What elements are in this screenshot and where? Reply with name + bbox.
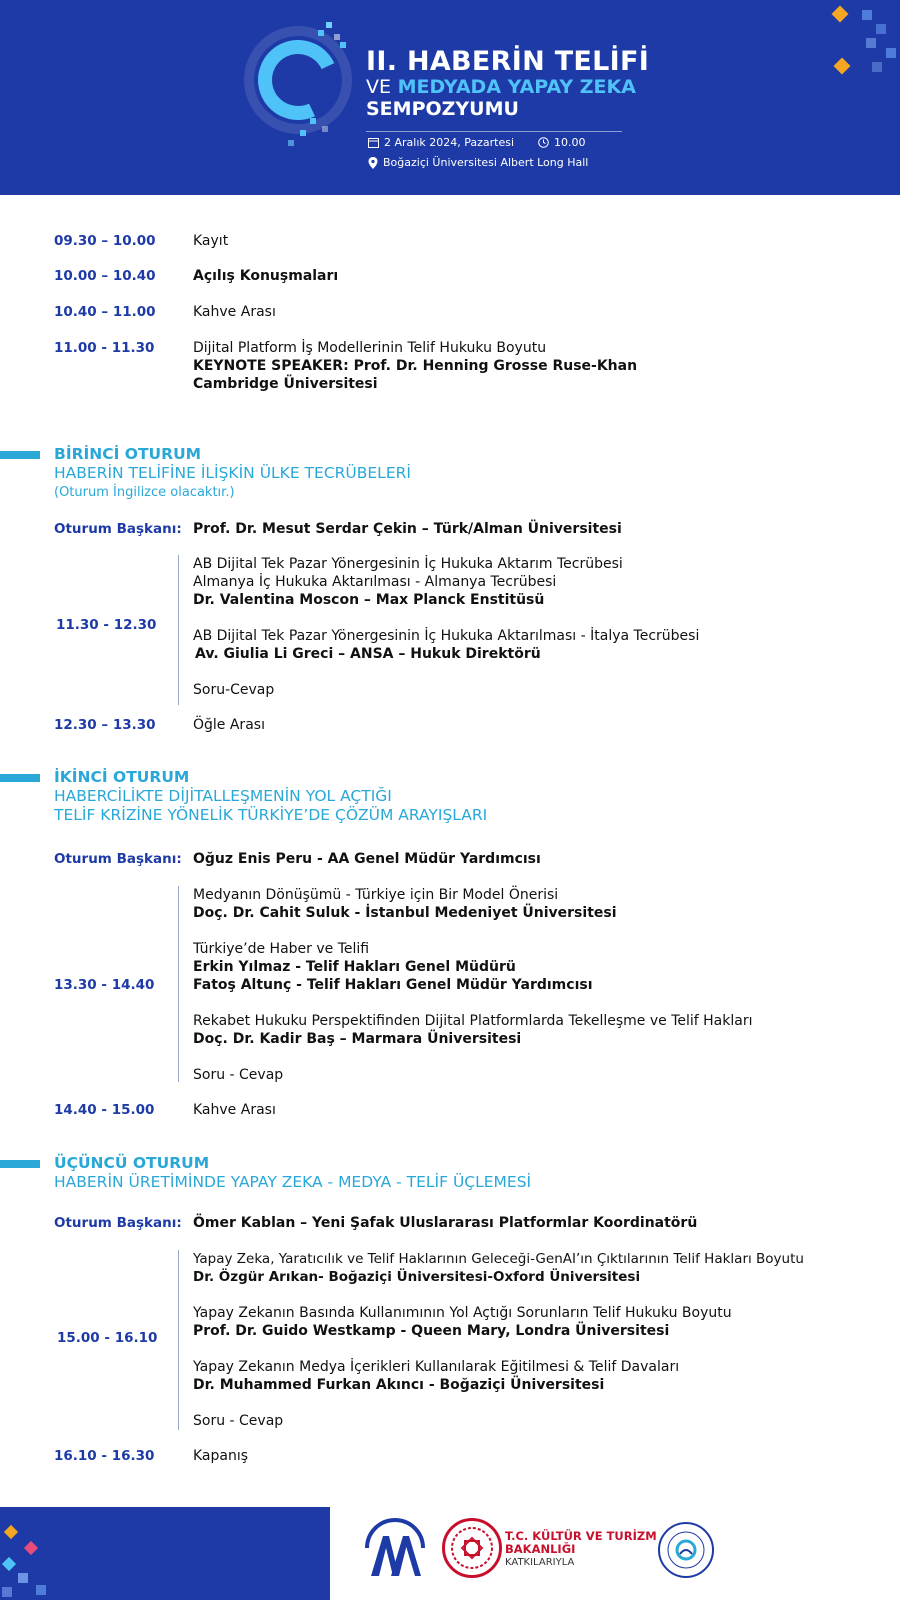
calendar-icon: [368, 137, 379, 148]
session2-heading: [54, 768, 487, 825]
session2-title-l2: TELİF KRİZİNE YÖNELİK TÜRKİYE’DE ÇÖZÜM ARAYIŞLARI: [54, 806, 488, 824]
title-line1: II. HABERİN TELİFİ: [366, 46, 650, 77]
s1-talk2-speaker: Av. Giulia Li Greci – ANSA – Hukuk Direktörü: [195, 646, 541, 662]
session1-label: BİRİNCİ OTURUM: [54, 445, 202, 463]
time-registration: 09.30 – 10.00: [54, 233, 156, 249]
session2-bar: [0, 774, 40, 782]
session1-heading: [54, 445, 411, 502]
s1-talk2-l1: AB Dijital Tek Pazar Yönergesinin İç Hukuka Aktarılması - İtalya Tecrübesi: [193, 628, 700, 644]
decor-diamond: [832, 6, 849, 23]
s3-talk2-speaker: Prof. Dr. Guido Westkamp - Queen Mary, Londra Üniversitesi: [193, 1323, 670, 1339]
session2-time: 13.30 - 14.40: [54, 977, 155, 993]
session3-time: 15.00 - 16.10: [57, 1330, 158, 1346]
item-opening: Açılış Konuşmaları: [193, 268, 339, 284]
session2-talk1: [193, 886, 617, 922]
time-coffee2: 14.40 - 15.00: [54, 1102, 155, 1118]
session3-talk1: [193, 1250, 804, 1286]
decor-diamond: [834, 58, 851, 75]
session2-qa: Soru - Cevap: [193, 1067, 284, 1083]
item-coffee2: Kahve Arası: [193, 1102, 276, 1118]
keynote-affiliation: Cambridge Üniversitesi: [193, 376, 378, 392]
session1-qa: Soru-Cevap: [193, 682, 275, 698]
session3-divider: [178, 1250, 179, 1430]
s2-talk2-speaker1: Erkin Yılmaz - Telif Hakları Genel Müdürü: [193, 959, 516, 975]
item-coffee1: Kahve Arası: [193, 304, 276, 320]
ministry-l3: KATKILARIYLA: [505, 1557, 575, 1568]
session3-chair: Ömer Kablan – Yeni Şafak Uluslararası Platformlar Koordinatörü: [193, 1215, 698, 1231]
event-time: 10.00: [554, 136, 586, 149]
session3-chair-label: Oturum Başkanı:: [54, 1215, 182, 1231]
event-meta: [368, 136, 588, 176]
time-lunch: 12.30 – 13.30: [54, 717, 156, 733]
s3-talk1-speaker: Dr. Özgür Arıkan- Boğaziçi Üniversitesi-Oxford Üniversitesi: [193, 1269, 641, 1285]
s2-talk2-speaker2: Fatoş Altunç - Telif Hakları Genel Müdür Yardımcısı: [193, 977, 593, 993]
s3-talk1-l1: Yapay Zeka, Yaratıcılık ve Telif Haklarının Geleceği-GenAI’ın Çıktılarının Telif Hakları Boyutu: [193, 1251, 804, 1267]
time-coffee1: 10.40 – 11.00: [54, 304, 156, 320]
keynote-speaker: KEYNOTE SPEAKER: Prof. Dr. Henning Grosse Ruse-Khan: [193, 358, 638, 374]
bogazici-university-seal-icon: [658, 1522, 714, 1578]
time-keynote: 11.00 - 11.30: [54, 340, 155, 356]
s2-talk1-speaker: Doç. Dr. Cahit Suluk - İstanbul Medeniyet Üniversitesi: [193, 905, 617, 921]
session1-talk1: [193, 555, 623, 609]
session1-time: 11.30 - 12.30: [56, 617, 157, 633]
header-divider: [366, 131, 622, 132]
title-line3: SEMPOZYUMU: [366, 98, 519, 120]
time-closing: 16.10 - 16.30: [54, 1448, 155, 1464]
s3-talk2-l1: Yapay Zekanın Basında Kullanımının Yol Açtığı Sorunların Telif Hukuku Boyutu: [193, 1305, 732, 1321]
header-banner: [0, 0, 900, 195]
session2-label: İKİNCİ OTURUM: [54, 768, 190, 786]
session1-talk2: [193, 627, 699, 663]
ministry-l1: T.C. KÜLTÜR VE TURİZM: [505, 1529, 657, 1543]
session3-qa: Soru - Cevap: [193, 1413, 284, 1429]
session3-talk2: [193, 1304, 732, 1340]
session1-bar: [0, 451, 40, 459]
s2-talk1-l1: Medyanın Dönüşümü - Türkiye için Bir Model Önerisi: [193, 887, 559, 903]
s2-talk3-speaker: Doç. Dr. Kadir Baş – Marmara Üniversitesi: [193, 1031, 522, 1047]
session2-divider: [178, 886, 179, 1082]
s1-talk1-l1: AB Dijital Tek Pazar Yönergesinin İç Hukuka Aktarım Tecrübesi: [193, 556, 623, 572]
title-line2: [366, 78, 649, 97]
event-venue: Boğaziçi Üniversitesi Albert Long Hall: [383, 156, 589, 169]
ministry-text: [505, 1530, 657, 1569]
s2-talk3-l1: Rekabet Hukuku Perspektifinden Dijital Platformlarda Tekelleşme ve Telif Hakları: [193, 1013, 753, 1029]
footer-banner: [0, 1507, 330, 1600]
session1-chair: Prof. Dr. Mesut Serdar Çekin – Türk/Alman Üniversitesi: [193, 521, 622, 537]
s2-talk2-l1: Türkiye’de Haber ve Telifi: [193, 941, 370, 957]
keynote-title: Dijital Platform İş Modellerinin Telif Hukuku Boyutu: [193, 340, 547, 356]
title-ve: VE: [366, 76, 392, 98]
session3-label: ÜÇÜNCÜ OTURUM: [54, 1154, 210, 1172]
item-lunch: Öğle Arası: [193, 717, 265, 733]
item-keynote: [193, 339, 637, 393]
s3-talk3-l1: Yapay Zekanın Medya İçerikleri Kullanılarak Eğitilmesi & Telif Davaları: [193, 1359, 680, 1375]
ministry-emblem-icon: [442, 1518, 502, 1578]
location-pin-icon: [368, 157, 378, 169]
session3-title: HABERİN ÜRETİMİNDE YAPAY ZEKA - MEDYA - TELİF ÜÇLEMESİ: [54, 1173, 532, 1191]
session3-bar: [0, 1160, 40, 1168]
session2-talk2: [193, 940, 593, 994]
s1-talk1-speaker: Dr. Valentina Moscon – Max Planck Enstitüsü: [193, 592, 545, 608]
session3-talk3: [193, 1358, 679, 1394]
event-date: 2 Aralık 2024, Pazartesi: [384, 136, 515, 149]
ministry-l2: BAKANLIĞI: [505, 1542, 576, 1556]
session1-title: HABERİN TELİFİNE İLİŞKİN ÜLKE TECRÜBELERİ: [54, 464, 411, 482]
session2-chair: Oğuz Enis Peru - AA Genel Müdür Yardımcısı: [193, 851, 541, 867]
session1-note: (Oturum İngilizce olacaktır.): [54, 485, 235, 500]
aa-logo-icon: [365, 1518, 425, 1580]
session3-heading: [54, 1154, 531, 1192]
session1-chair-label: Oturum Başkanı:: [54, 521, 182, 537]
title-line2-text: MEDYADA YAPAY ZEKA: [397, 76, 636, 98]
session2-title-l1: HABERCİLİKTE DİJİTALLEŞMENİN YOL AÇTIĞI: [54, 787, 392, 805]
session2-talk3: [193, 1012, 752, 1048]
time-opening: 10.00 – 10.40: [54, 268, 156, 284]
clock-icon: [538, 137, 549, 148]
session1-divider: [178, 555, 179, 705]
s3-talk3-speaker: Dr. Muhammed Furkan Akıncı - Boğaziçi Üniversitesi: [193, 1377, 605, 1393]
s1-talk1-l2: Almanya İç Hukuka Aktarılması - Almanya Tecrübesi: [193, 574, 557, 590]
symposium-title: [366, 48, 649, 119]
item-registration: Kayıt: [193, 233, 229, 249]
item-closing: Kapanış: [193, 1448, 249, 1464]
session2-chair-label: Oturum Başkanı:: [54, 851, 182, 867]
